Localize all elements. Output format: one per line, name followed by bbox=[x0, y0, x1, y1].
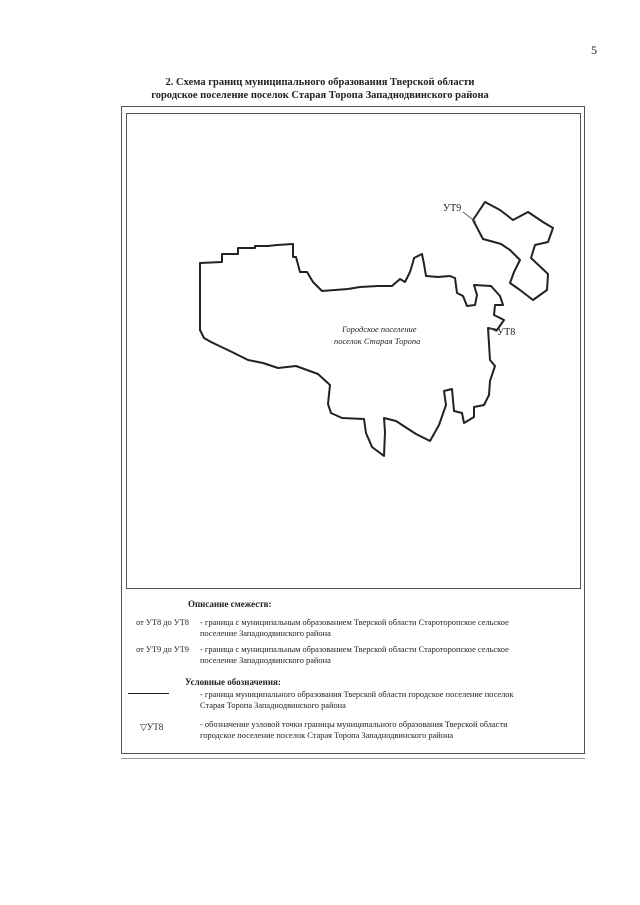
point-label-ut9: УТ9 bbox=[443, 203, 462, 214]
adjacency-description-2 bbox=[200, 645, 560, 666]
legend-text-2a: - обозначение узловой точки границы муниципального образования Тверской области bbox=[200, 720, 508, 729]
adjacency-text-1a: - граница с муниципальным образованием Тверской области Старотоpопское сельское bbox=[200, 618, 509, 627]
boundary-map bbox=[126, 113, 581, 589]
map-title-line-1: 2. Схема границ муниципального образования Тверской области bbox=[165, 77, 475, 88]
legend-node-point-symbol: ▽УТ8 bbox=[140, 722, 164, 732]
adjacency-heading: Описание смежеств: bbox=[188, 599, 272, 609]
point-label-ut8: УТ8 bbox=[497, 327, 516, 338]
adjacency-range-2: от УТ9 до УТ9 bbox=[136, 645, 189, 654]
municipal-boundary bbox=[200, 244, 504, 456]
legend-text-2b: городское поселение поселок Старая Торопа Западнодвинского района bbox=[200, 730, 454, 740]
outer-frame-bottom-line bbox=[121, 758, 585, 759]
adjacency-text-2b: поселение Западнодвинского района bbox=[200, 655, 331, 665]
adjacency-description-1 bbox=[200, 618, 560, 639]
legend-heading: Условные обозначения: bbox=[185, 677, 281, 687]
area-label-line-2: поселок Старая Торопа bbox=[334, 336, 421, 346]
legend-boundary-line-symbol bbox=[128, 693, 169, 694]
adjacency-text-1b: поселение Западнодвинского района bbox=[200, 628, 331, 638]
area-label-line-1: Городское поселение bbox=[342, 324, 417, 334]
legend-description-1 bbox=[200, 690, 560, 711]
adjacency-range-1: от УТ8 до УТ8 bbox=[136, 618, 189, 627]
legend-text-1a: - граница муниципального образования Тверской области городское поселение поселок bbox=[200, 690, 514, 699]
legend-text-1b: Старая Торопа Западнодвинского района bbox=[200, 700, 346, 710]
page-number: 5 bbox=[591, 43, 597, 57]
map-title-line-2: городское поселение поселок Старая Торопа Западнодвинского района bbox=[151, 90, 489, 101]
adjacency-text-2a: - граница с муниципальным образованием Тверской области Старотоpопское сельское bbox=[200, 645, 509, 654]
legend-description-2 bbox=[200, 720, 560, 741]
